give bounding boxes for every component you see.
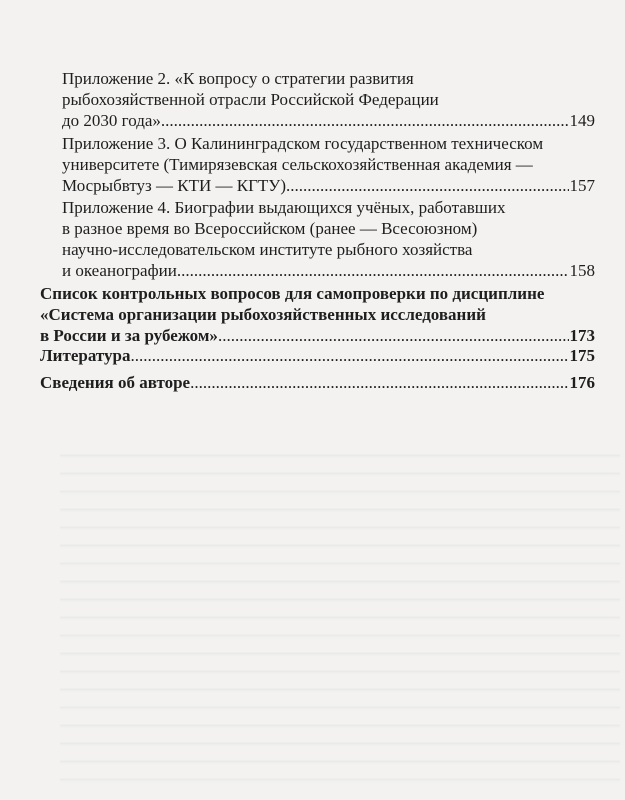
dot-leader — [190, 372, 568, 393]
page-number: 176 — [569, 373, 595, 392]
show-through-texture — [60, 440, 620, 790]
toc-entry-questions[interactable] — [40, 283, 595, 346]
toc-entry-line: в разное время во Всероссийском (ранее — Всесоюзном) — [62, 219, 478, 238]
page-number: 149 — [569, 111, 595, 130]
page-number: 173 — [569, 326, 595, 345]
toc-entry-line: «Система организации рыбохозяйственных исследований — [40, 305, 486, 324]
toc-entry-last-line — [40, 372, 595, 393]
toc-entry-title-end: Сведения об авторе — [40, 373, 191, 392]
toc-entry-title-end: и океанографии — [62, 261, 177, 280]
toc-entry-line: Приложение 3. О Калининградском государственном техническом — [62, 134, 544, 153]
dot-leader — [286, 175, 568, 196]
dot-leader — [177, 260, 569, 281]
toc-entry-line: рыбохозяйственной отрасли Российской Федерации — [62, 90, 439, 109]
dot-leader — [130, 345, 568, 366]
toc-entry-line: Приложение 2. «К вопросу о стратегии развития — [62, 69, 414, 88]
page-number: 157 — [569, 176, 595, 195]
page-number: 175 — [569, 346, 595, 365]
toc-entry-last-line — [40, 345, 595, 366]
toc-entry-title-end: Мосрыбвтуз — КТИ — КГТУ) — [62, 176, 287, 195]
dot-leader — [161, 110, 569, 131]
toc-entry-line: Список контрольных вопросов для самопроверки по дисциплине — [40, 284, 545, 303]
toc-entry-last-line — [40, 325, 595, 346]
toc-entry-appendix-4[interactable] — [62, 197, 595, 281]
toc-entry-line: Приложение 4. Биографии выдающихся учёных, работавших — [62, 198, 506, 217]
toc-entry-title-end: в России и за рубежом» — [40, 326, 218, 345]
toc-entry-line: научно-исследовательском институте рыбного хозяйства — [62, 240, 473, 259]
toc-entry-last-line — [62, 175, 595, 196]
toc-entry-about-author[interactable] — [40, 372, 595, 393]
toc-entry-appendix-2[interactable] — [62, 68, 595, 131]
toc-entry-last-line — [62, 260, 595, 281]
dot-leader — [218, 325, 569, 346]
toc-entry-title-end: Литература — [40, 346, 131, 365]
toc-entry-literature[interactable] — [40, 345, 595, 366]
toc-entry-title-end: до 2030 года» — [62, 111, 161, 130]
toc-entry-last-line — [62, 110, 595, 131]
toc-entry-appendix-3[interactable] — [62, 133, 595, 196]
toc-entry-line: университете (Тимирязевская сельскохозяйственная академия — — [62, 155, 533, 174]
page-number: 158 — [569, 261, 595, 280]
